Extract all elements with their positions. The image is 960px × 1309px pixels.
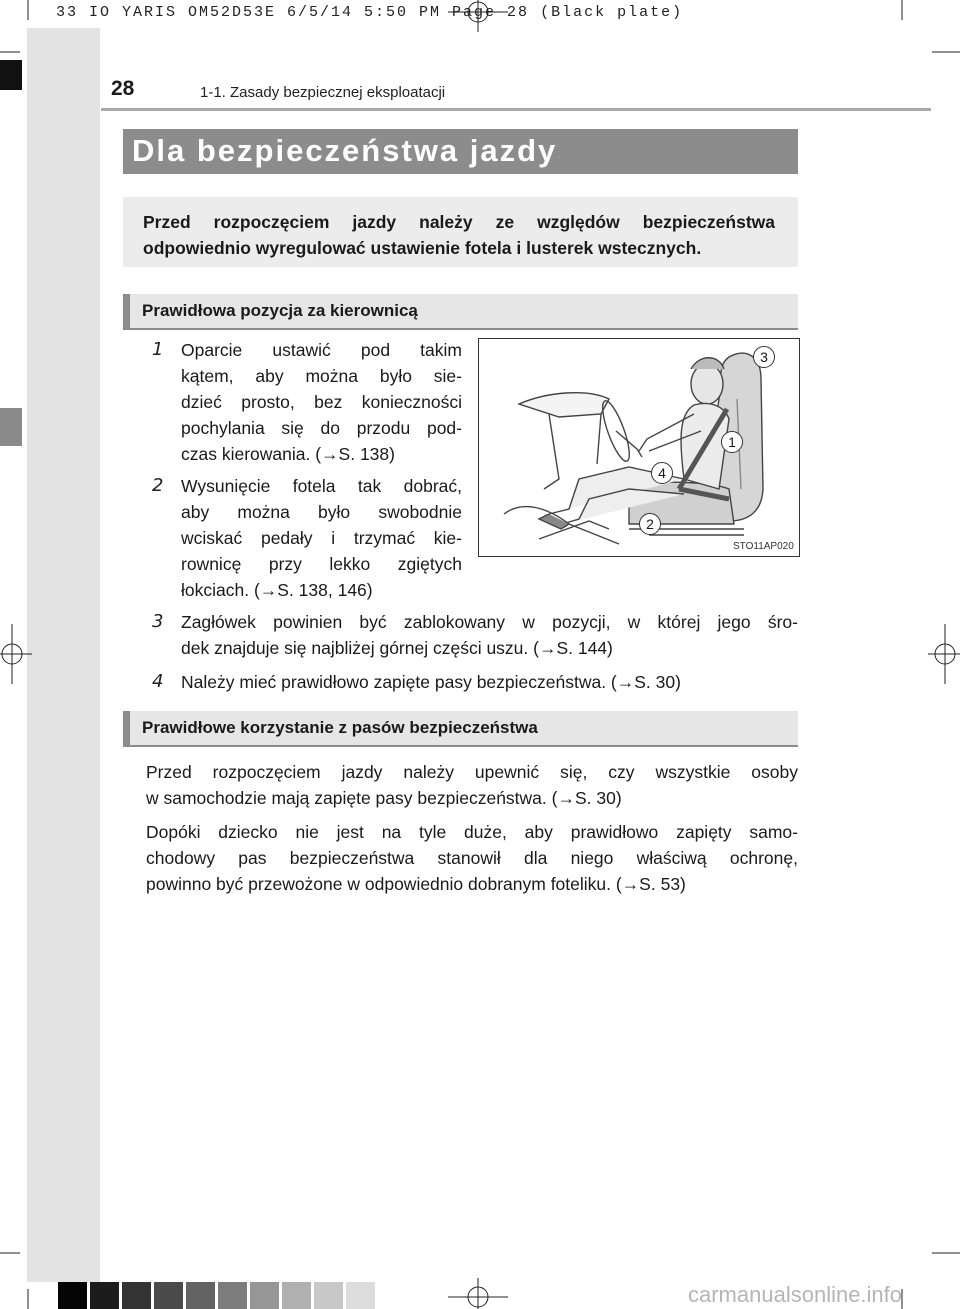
item-number-4: 4 — [152, 671, 164, 692]
item-3-line: Zagłówek powinien być zablokowany w pozycji, w której jego śro- — [181, 612, 798, 632]
page-number: 28 — [111, 77, 135, 100]
item-2-line: aby można było swobodnie — [181, 502, 462, 522]
item-1-line: Oparcie ustawić pod takim — [181, 340, 462, 360]
seating-position-figure — [478, 338, 800, 557]
watermark: carmanualsonline.info — [688, 1282, 903, 1307]
paragraph-line: w samochodzie mają zapięte pasy bezpieczeństwa. (→S. 30) — [146, 788, 622, 808]
running-head: 1-1. Zasady bezpiecznej eksploatacji — [200, 84, 446, 101]
figure-code: STO11AP020 — [733, 541, 794, 552]
item-4-text — [181, 669, 798, 695]
figure-marker-3: 3 — [753, 346, 775, 368]
section-heading-bar — [123, 711, 798, 747]
item-number-2: 2 — [152, 475, 164, 496]
page-title-bar — [123, 129, 798, 174]
item-number-3: 3 — [152, 611, 164, 632]
item-4-line: Należy mieć prawidłowo zapięte pasy bezpieczeństwa. (→S. 30) — [181, 672, 681, 692]
item-2-line: łokciach. (→S. 138, 146) — [181, 580, 373, 600]
intro-line-1: Przed rozpoczęciem jazdy należy ze względów bezpieczeństwa — [143, 212, 775, 232]
paragraph-line: Przed rozpoczęciem jazdy należy upewnić się, czy wszystkie osoby — [146, 762, 798, 782]
header-rule — [101, 108, 931, 111]
section-heading: Prawidłowa pozycja za kierownicą — [142, 301, 418, 320]
figure-marker-1: 1 — [721, 431, 743, 453]
item-1-text — [181, 337, 462, 467]
item-2-line: wciskać pedały i trzymać kie- — [181, 528, 462, 548]
item-number-1: 1 — [152, 339, 164, 360]
print-slug: 33 IO YARIS OM52D53E 6/5/14 5:50 PM Page 28 (Black plate) — [56, 4, 684, 21]
page-title: Dla bezpieczeństwa jazdy — [132, 133, 558, 168]
item-1-line: pochylania się do przodu pod- — [181, 418, 462, 438]
paragraph-seatbelts — [146, 759, 798, 811]
figure-marker-2: 2 — [639, 513, 661, 535]
item-2-line: rownicę przy lekko zgiętych — [181, 554, 462, 574]
figure-marker-4: 4 — [651, 462, 673, 484]
paragraph-child-seat — [146, 819, 798, 897]
item-3-text — [181, 609, 798, 661]
item-3-line: dek znajduje się najbliżej górnej części uszu. (→S. 144) — [181, 638, 613, 658]
paragraph-line: Dopóki dziecko nie jest na tyle duże, aby prawidłowo zapięty samo- — [146, 822, 798, 842]
section-heading-bar — [123, 294, 798, 330]
item-1-line: czas kierowania. (→S. 138) — [181, 444, 395, 464]
item-2-line: Wysunięcie fotela tak dobrać, — [181, 476, 462, 496]
item-1-line: dzieć prosto, bez konieczności — [181, 392, 462, 412]
section-heading: Prawidłowe korzystanie z pasów bezpieczeństwa — [142, 718, 538, 737]
intro-box — [123, 197, 798, 267]
paragraph-line: chodowy pas bezpieczeństwa stanowił dla niego właściwą ochronę, — [146, 848, 798, 868]
paragraph-line: powinno być przewożone w odpowiednio dobranym foteliku. (→S. 53) — [146, 874, 686, 894]
item-1-line: kątem, aby można było sie- — [181, 366, 462, 386]
item-2-text — [181, 473, 462, 603]
intro-line-2: odpowiednio wyregulować ustawienie fotela i lusterek wstecznych. — [143, 238, 702, 258]
